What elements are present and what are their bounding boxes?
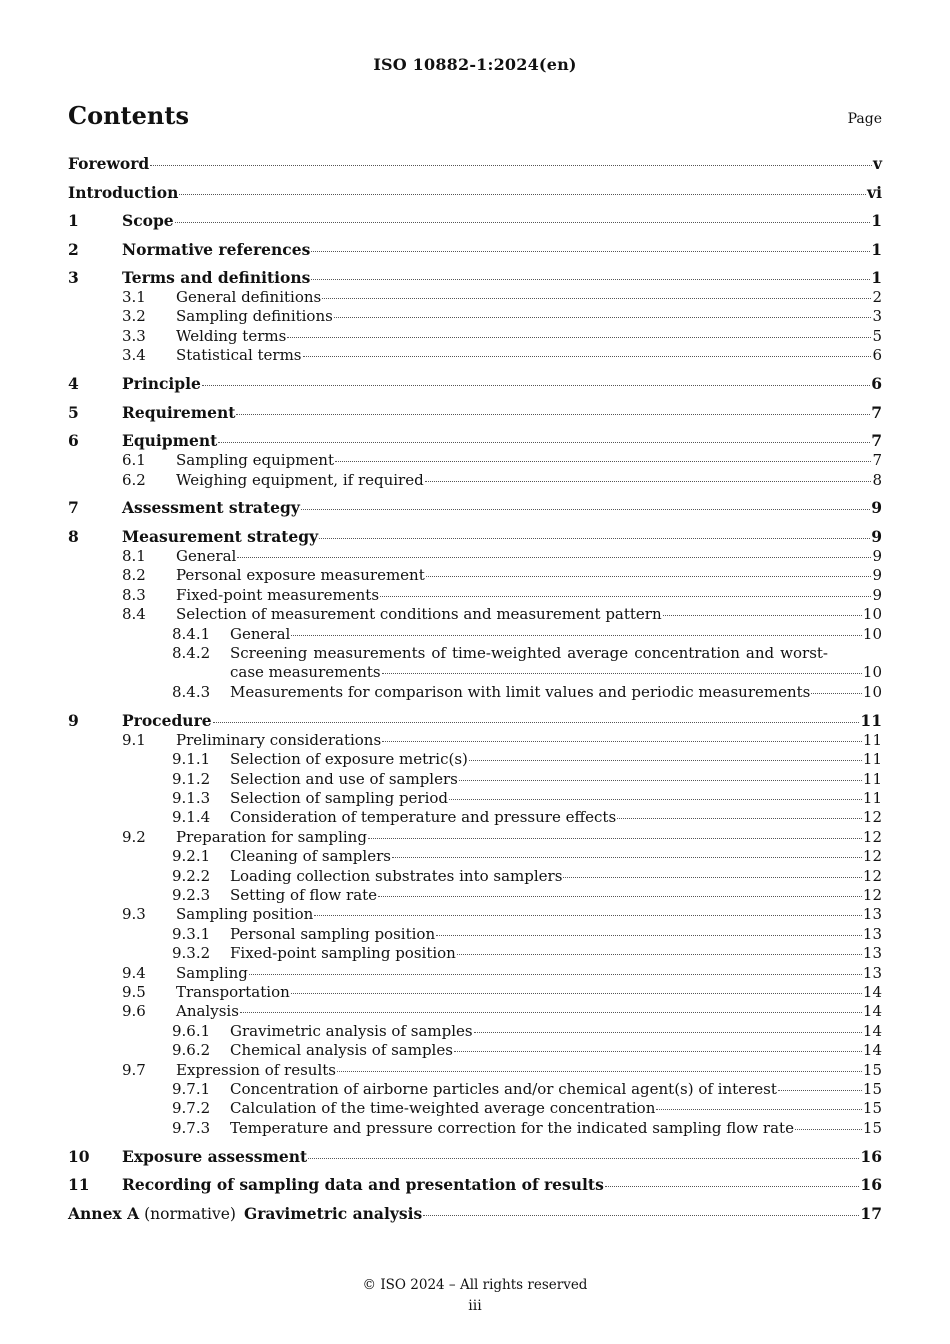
- toc-entry-number: 8.2: [122, 566, 146, 585]
- toc-entry-title: Equipment: [122, 431, 218, 451]
- dot-leader: [240, 1012, 862, 1013]
- dot-leader: [335, 461, 871, 462]
- toc-entry-page: 14: [862, 1041, 882, 1060]
- toc-entry-title: Sampling equipment: [176, 451, 334, 470]
- toc-entry-title: Concentration of airborne particles and/or chemical agent(s) of interest: [230, 1080, 777, 1098]
- toc-entry-page: 6: [871, 374, 882, 394]
- toc-entry[interactable]: [68, 847, 882, 866]
- toc-entry-title: General: [230, 624, 291, 643]
- toc-entry-title: Calculation of the time-weighted average concentration: [230, 1099, 656, 1118]
- dot-leader: [382, 673, 862, 674]
- toc-entry-page: 15: [862, 1099, 882, 1118]
- toc-entry-number: 9.5: [122, 982, 146, 1001]
- toc-entry[interactable]: [68, 1080, 882, 1099]
- toc-entry-title: Measurement strategy: [122, 526, 319, 546]
- toc-entry-title: Fixed-point sampling position: [230, 944, 456, 963]
- toc-entry[interactable]: [68, 566, 882, 585]
- toc-entry-number: 8.4: [122, 605, 146, 624]
- toc-entry-number: 9.2: [122, 827, 146, 846]
- toc-entry[interactable]: [68, 431, 882, 451]
- toc-entry[interactable]: [68, 1204, 882, 1224]
- toc-entry[interactable]: [68, 731, 882, 750]
- toc-entry-number: 9: [68, 710, 79, 730]
- toc-entry-page: 13: [862, 963, 882, 982]
- toc-entry[interactable]: [68, 1099, 882, 1118]
- toc-entry[interactable]: [68, 327, 882, 346]
- dot-leader: [334, 317, 872, 318]
- toc-entry-page: 8: [872, 470, 882, 489]
- toc-entry-title: Gravimetric analysis: [243, 1203, 423, 1223]
- toc-entry[interactable]: [68, 828, 882, 847]
- toc-entry-number: 8.1: [122, 546, 146, 565]
- toc-entry[interactable]: [68, 905, 882, 924]
- toc-entry-title: Sampling definitions: [176, 307, 333, 326]
- toc-entry-title: Fixed-point measurements: [176, 585, 380, 604]
- toc-entry[interactable]: [68, 1041, 882, 1060]
- toc-entry-page: 1: [871, 211, 882, 230]
- dot-leader: [459, 780, 862, 781]
- toc-entry-page: 7: [871, 431, 882, 451]
- toc-entry-page: 10: [862, 624, 882, 643]
- toc-entry-number: 5: [68, 402, 79, 422]
- toc-entry-page: 7: [871, 402, 882, 422]
- toc-entry[interactable]: [68, 307, 882, 326]
- toc-entry-title: Scope: [122, 211, 174, 230]
- toc-entry-page: 12: [862, 885, 882, 904]
- toc-entry-page: 1: [871, 268, 882, 287]
- annex-type: (normative): [144, 1204, 236, 1223]
- toc-entry-title: Weighing equipment, if required: [176, 470, 424, 489]
- toc-entry[interactable]: [68, 789, 882, 808]
- toc-entry-number: 9.2.1: [172, 847, 211, 866]
- toc-entry-page: 13: [862, 905, 882, 924]
- toc-entry-number: 9.3.1: [172, 924, 211, 943]
- toc-entry-page: 13: [862, 924, 882, 943]
- dot-leader: [454, 1051, 862, 1052]
- toc-entry-title: Expression of results: [176, 1060, 336, 1079]
- toc-entry[interactable]: [68, 1147, 882, 1167]
- toc-entry[interactable]: [68, 770, 882, 789]
- toc-entry[interactable]: [68, 498, 882, 518]
- toc-entry[interactable]: [68, 1002, 882, 1021]
- toc-entry-page: 9: [871, 526, 882, 546]
- toc-entry[interactable]: [68, 683, 882, 702]
- toc-entry-page: 9: [872, 546, 882, 565]
- toc-entry-title: Welding terms: [176, 326, 287, 345]
- toc-entry-title: Gravimetric analysis of samples: [230, 1021, 473, 1040]
- toc-entry[interactable]: [68, 867, 882, 886]
- toc-entry-title: Loading collection substrates into samplers: [230, 866, 563, 885]
- dot-leader: [811, 693, 862, 694]
- toc-entry-page: 14: [862, 1002, 882, 1021]
- toc-entry-title: Chemical analysis of samples: [230, 1041, 453, 1060]
- toc-entry[interactable]: [68, 288, 882, 307]
- table-of-contents: [68, 154, 882, 1224]
- dot-leader: [423, 1215, 859, 1216]
- toc-entry[interactable]: [68, 886, 882, 905]
- toc-entry-page: 6: [872, 346, 882, 365]
- toc-entry-page: 12: [862, 866, 882, 885]
- toc-entry-page: 11: [862, 769, 882, 788]
- toc-entry[interactable]: [68, 1119, 882, 1138]
- toc-entry-title: Recording of sampling data and presentation of results: [122, 1175, 604, 1195]
- toc-entry-title: Selection of measurement conditions and measurement pattern: [176, 605, 662, 624]
- dot-leader: [303, 356, 872, 357]
- toc-entry[interactable]: [68, 925, 882, 944]
- dot-leader: [308, 1158, 859, 1159]
- toc-entry-title: Sampling position: [176, 905, 314, 924]
- toc-entry-number: 3.4: [122, 346, 146, 365]
- toc-entry-title: Setting of flow rate: [230, 885, 378, 904]
- dot-leader: [368, 838, 862, 839]
- toc-entry-number: 8: [68, 526, 79, 546]
- toc-entry-page: 5: [872, 326, 882, 345]
- toc-entry-title: Cleaning of samplers: [230, 847, 391, 866]
- document-id: ISO 10882-1:2024(en): [373, 55, 577, 74]
- dot-leader: [314, 915, 862, 916]
- dot-leader: [449, 799, 862, 800]
- toc-entry-number: 3: [68, 268, 79, 287]
- toc-entry[interactable]: [68, 403, 882, 423]
- toc-entry[interactable]: [68, 1022, 882, 1041]
- dot-leader: [426, 576, 872, 577]
- toc-entry-page: 12: [862, 847, 882, 866]
- dot-leader: [249, 974, 862, 975]
- toc-entry-number: 9.6: [122, 1002, 146, 1021]
- dot-leader: [319, 538, 870, 539]
- toc-entry-number: 4: [68, 374, 79, 394]
- dot-leader: [322, 298, 871, 299]
- dot-leader: [436, 935, 862, 936]
- toc-entry-title: Analysis: [176, 1002, 239, 1021]
- toc-entry-page: 9: [871, 498, 882, 518]
- toc-entry-page: 15: [862, 1118, 882, 1137]
- dot-leader: [237, 557, 871, 558]
- toc-entry-number: 6.2: [122, 470, 146, 489]
- toc-entry[interactable]: [68, 527, 882, 547]
- toc-entry-title: Normative references: [122, 239, 311, 259]
- toc-entry-title: Exposure assessment: [122, 1146, 308, 1166]
- toc-entry-page: 3: [872, 307, 882, 326]
- toc-entry-number: 2: [68, 239, 79, 259]
- toc-entry-number: 9.1.3: [172, 788, 211, 807]
- toc-entry-number: 9.7.1: [172, 1080, 211, 1098]
- dot-leader: [287, 337, 871, 338]
- toc-entry[interactable]: [68, 240, 882, 260]
- toc-entry-title: Sampling: [176, 963, 248, 982]
- toc-entry-page: 12: [862, 827, 882, 846]
- toc-entry[interactable]: [68, 808, 882, 827]
- toc-entry-number: 9.2.3: [172, 885, 211, 904]
- annex-label: Annex A: [68, 1203, 140, 1223]
- dot-leader: [474, 1032, 862, 1033]
- toc-entry[interactable]: [68, 374, 882, 394]
- toc-entry-title: Introduction: [68, 182, 179, 202]
- toc-entry-page: 9: [872, 566, 882, 585]
- toc-entry-title: Selection of exposure metric(s): [230, 750, 468, 769]
- toc-entry-title: Preliminary considerations: [176, 730, 382, 749]
- toc-entry[interactable]: [68, 1175, 882, 1195]
- toc-entry[interactable]: [68, 471, 882, 490]
- toc-entry[interactable]: [68, 451, 882, 470]
- dot-leader: [382, 741, 862, 742]
- toc-entry-number: 9.6.1: [172, 1021, 211, 1040]
- toc-entry-title: Requirement: [122, 402, 236, 422]
- dot-leader: [605, 1186, 860, 1187]
- dot-leader: [563, 877, 861, 878]
- toc-entry-page: 10: [862, 663, 882, 682]
- toc-entry-page: 11: [860, 710, 882, 730]
- dot-leader: [175, 222, 871, 223]
- toc-entry-page: 14: [862, 982, 882, 1001]
- toc-entry-title: Selection and use of samplers: [230, 769, 458, 788]
- toc-entry-number: 8.3: [122, 585, 146, 604]
- toc-entry-number: 8.4.3: [172, 682, 211, 701]
- toc-entry-title: Selection of sampling period: [230, 788, 449, 807]
- toc-entry[interactable]: [68, 183, 882, 203]
- toc-entry[interactable]: [68, 983, 882, 1002]
- dot-leader: [392, 857, 862, 858]
- toc-entry-title: General: [176, 546, 237, 565]
- toc-entry-number: 10: [68, 1146, 90, 1166]
- toc-entry-number: 9.6.2: [172, 1041, 211, 1060]
- dot-leader: [469, 760, 862, 761]
- toc-entry-title: Personal sampling position: [230, 924, 436, 943]
- toc-entry-page: 16: [860, 1146, 882, 1166]
- toc-entry[interactable]: [68, 750, 882, 769]
- dot-leader: [179, 194, 866, 195]
- toc-entry-title: Terms and definitions: [122, 268, 311, 287]
- toc-entry-page: 11: [862, 750, 882, 769]
- dot-leader: [656, 1109, 862, 1110]
- toc-entry[interactable]: [68, 1061, 882, 1080]
- toc-entry-page: vi: [867, 182, 882, 202]
- dot-leader: [291, 993, 862, 994]
- toc-entry-page: 1: [871, 239, 882, 259]
- page-column-label: Page: [847, 111, 882, 127]
- toc-entry-page: 10: [862, 682, 882, 701]
- dot-leader: [378, 896, 862, 897]
- toc-entry-number: 9.7: [122, 1060, 146, 1079]
- toc-entry-number: 11: [68, 1175, 90, 1195]
- toc-entry[interactable]: [68, 586, 882, 605]
- dot-leader: [311, 251, 870, 252]
- toc-entry[interactable]: [68, 346, 882, 365]
- dot-leader: [213, 722, 860, 723]
- toc-entry-page: 15: [862, 1060, 882, 1079]
- dot-leader: [150, 165, 872, 166]
- toc-entry-title: Measurements for comparison with limit values and periodic measurements: [230, 682, 811, 701]
- toc-entry-page: 11: [862, 730, 882, 749]
- toc-entry-title: Assessment strategy: [122, 498, 300, 518]
- toc-entry-title: Principle: [122, 374, 201, 394]
- dot-leader: [202, 385, 870, 386]
- dot-leader: [301, 509, 870, 510]
- toc-entry-number: 8.4.2: [172, 643, 211, 662]
- toc-entry[interactable]: [68, 625, 882, 644]
- toc-entry-page: 9: [872, 585, 882, 604]
- dot-leader: [425, 481, 872, 482]
- toc-entry-number: 6: [68, 431, 79, 451]
- toc-entry-number: 9.1.4: [172, 808, 211, 827]
- toc-entry-number: 6.1: [122, 451, 146, 470]
- toc-entry-title: Foreword: [68, 154, 150, 173]
- toc-entry-title: Personal exposure measurement: [176, 566, 425, 585]
- dot-leader: [311, 279, 870, 280]
- dot-leader: [663, 615, 862, 616]
- toc-entry-number: 9.7.3: [172, 1118, 211, 1137]
- toc-entry-page: 10: [862, 605, 882, 624]
- toc-entry[interactable]: [68, 154, 882, 174]
- toc-entry-number: 9.3.2: [172, 944, 211, 963]
- copyright-notice: © ISO 2024 – All rights reserved: [362, 1277, 588, 1293]
- toc-entry-page: 14: [862, 1021, 882, 1040]
- toc-entry-title: Preparation for sampling: [176, 827, 367, 846]
- toc-entry[interactable]: [68, 211, 882, 231]
- toc-entry-page: 17: [860, 1203, 882, 1223]
- toc-entry-number: 7: [68, 498, 79, 518]
- toc-entry-title: Screening measurements of time-weighted average concentration and worst-: [230, 643, 828, 662]
- toc-entry-page: 12: [862, 808, 882, 827]
- toc-entry-page: 13: [862, 944, 882, 963]
- toc-entry-number: 9.1: [122, 730, 146, 749]
- dot-leader: [457, 954, 862, 955]
- toc-entry[interactable]: [68, 605, 882, 624]
- dot-leader: [337, 1071, 862, 1072]
- toc-entry-number: 1: [68, 211, 79, 230]
- toc-entry-page: 2: [872, 288, 882, 306]
- toc-entry-number: 9.7.2: [172, 1099, 211, 1118]
- toc-entry-title-continued: case measurements: [230, 663, 381, 682]
- toc-entry-number: 9.2.2: [172, 866, 211, 885]
- toc-entry-page: 7: [872, 451, 882, 470]
- toc-entry-number: 3.2: [122, 307, 146, 326]
- toc-entry[interactable]: [68, 711, 882, 731]
- toc-entry[interactable]: [68, 644, 882, 683]
- toc-entry[interactable]: [68, 268, 882, 288]
- toc-entry-title: Temperature and pressure correction for the indicated sampling flow rate: [230, 1118, 794, 1137]
- toc-entry-title: Statistical terms: [176, 346, 302, 365]
- toc-entry-number: 3.1: [122, 288, 146, 306]
- toc-entry[interactable]: [68, 547, 882, 566]
- dot-leader: [218, 442, 870, 443]
- toc-entry-number: 9.1.1: [172, 750, 211, 769]
- toc-entry-page: 15: [862, 1080, 882, 1098]
- toc-entry-title: Consideration of temperature and pressure effects: [230, 808, 617, 827]
- toc-entry-number: 3.3: [122, 326, 146, 345]
- toc-entry-title: Procedure: [122, 710, 212, 730]
- page-number: iii: [468, 1298, 482, 1314]
- dot-leader: [795, 1129, 862, 1130]
- dot-leader: [291, 635, 862, 636]
- toc-entry-number: 8.4.1: [172, 624, 211, 643]
- toc-entry[interactable]: [68, 964, 882, 983]
- toc-entry-page: 16: [860, 1175, 882, 1195]
- toc-entry-page: 11: [862, 788, 882, 807]
- dot-leader: [236, 414, 870, 415]
- toc-entry-page: v: [872, 154, 882, 173]
- toc-entry-number: 9.3: [122, 905, 146, 924]
- toc-entry[interactable]: [68, 944, 882, 963]
- toc-entry-number: 9.1.2: [172, 769, 211, 788]
- toc-entry-number: 9.4: [122, 963, 146, 982]
- dot-leader: [778, 1090, 862, 1091]
- toc-entry-title: General definitions: [176, 288, 322, 306]
- page-title: Contents: [68, 101, 189, 130]
- dot-leader: [617, 818, 862, 819]
- toc-entry-title: Transportation: [176, 982, 290, 1001]
- dot-leader: [380, 596, 871, 597]
